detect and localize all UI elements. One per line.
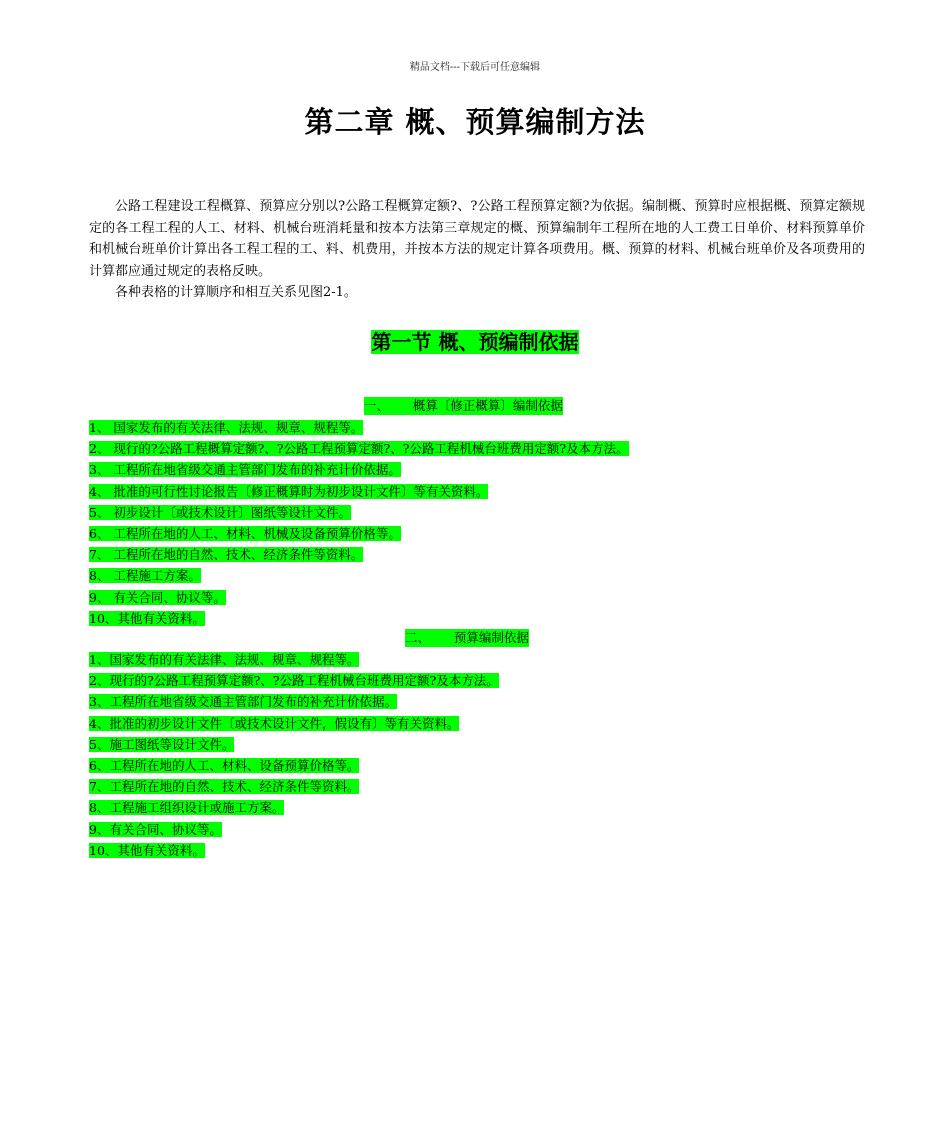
list-item: 4、批准的初步设计文件〔或技术设计文件，假设有〕等有关资料。 bbox=[89, 715, 460, 731]
estimate-basis-heading: 一、 概算〔修正概算〕编制依据 bbox=[364, 398, 563, 413]
list-item: 2、现行的?公路工程预算定额?、?公路工程机械台班费用定额?及本方法。 bbox=[89, 673, 499, 689]
list-item: 3、 工程所在地省级交通主管部门发布的补充计价依据。 bbox=[89, 462, 401, 478]
list-item: 5、 初步设计〔或技术设计〕图纸等设计文件。 bbox=[89, 504, 351, 520]
section-title bbox=[0, 326, 950, 355]
list-item: 9、 有关合同、协议等。 bbox=[89, 589, 226, 605]
list-item: 7、工程所在地的自然、技术、经济条件等资料。 bbox=[89, 779, 360, 795]
list-item: 2、 现行的?公路工程概算定额?、?公路工程预算定额?、?公路工程机械台班费用定额?及本方法。 bbox=[89, 441, 629, 457]
list-item: 8、工程施工组织设计或施工方案。 bbox=[89, 800, 285, 816]
list-item: 10、其他有关资料。 bbox=[89, 610, 205, 626]
list-item: 10、其他有关资料。 bbox=[89, 842, 205, 858]
list-item: 6、 工程所在地的人工、材料、机械及设备预算价格等。 bbox=[89, 525, 401, 541]
intro-text bbox=[89, 196, 865, 304]
list-item: 8、 工程施工方案。 bbox=[89, 568, 201, 584]
page-header: 精品文档---下载后可任意编辑 bbox=[409, 62, 541, 73]
estimate-basis-list bbox=[89, 419, 629, 631]
list-item: 1、 国家发布的有关法律、法规、规章、规程等。 bbox=[89, 420, 364, 435]
list-item: 5、施工图纸等设计文件。 bbox=[89, 736, 235, 752]
list-item: 4、 批准的可行性讨论报告〔修正概算时为初步设计文件〕等有关资料。 bbox=[89, 483, 489, 499]
budget-basis-heading: 二、 预算编制依据 bbox=[405, 630, 529, 645]
intro-paragraph-1: 公路工程建设工程概算、预算应分别以?公路工程概算定额?、?公路工程预算定额?为依据。编制概、预算时应根据概、预算定额规定的各工程工程的人工、材料、机械台班消耗量和按本方法第三章规定的概、预算编制年工程所在地的人工费工日单价、材料预算单价和机械台班单价计算出各工程工程的工、料、机费用，并按本方法的规定计算各项费用。概、预算的材料、机械台班单价及各项费用的计算都应通过规定的表格反映。 bbox=[89, 199, 865, 279]
list-item: 9、有关合同、协议等。 bbox=[89, 821, 222, 837]
list-item: 6、工程所在地的人工、材料、设备预算价格等。 bbox=[89, 757, 360, 773]
list-item: 1、国家发布的有关法律、法规、规章、规程等。 bbox=[89, 652, 360, 667]
list-item: 3、工程所在地省级交通主管部门发布的补充计价依据。 bbox=[89, 694, 397, 710]
section-title-text: 第一节 概、预编制依据 bbox=[371, 330, 579, 354]
budget-basis-list bbox=[89, 651, 499, 863]
chapter-title: 第二章 概、预算编制方法 bbox=[304, 105, 646, 139]
intro-paragraph-2: 各种表格的计算顺序和相互关系见图2-1。 bbox=[115, 285, 357, 300]
list-item: 7、 工程所在地的自然、技术、经济条件等资料。 bbox=[89, 547, 364, 563]
